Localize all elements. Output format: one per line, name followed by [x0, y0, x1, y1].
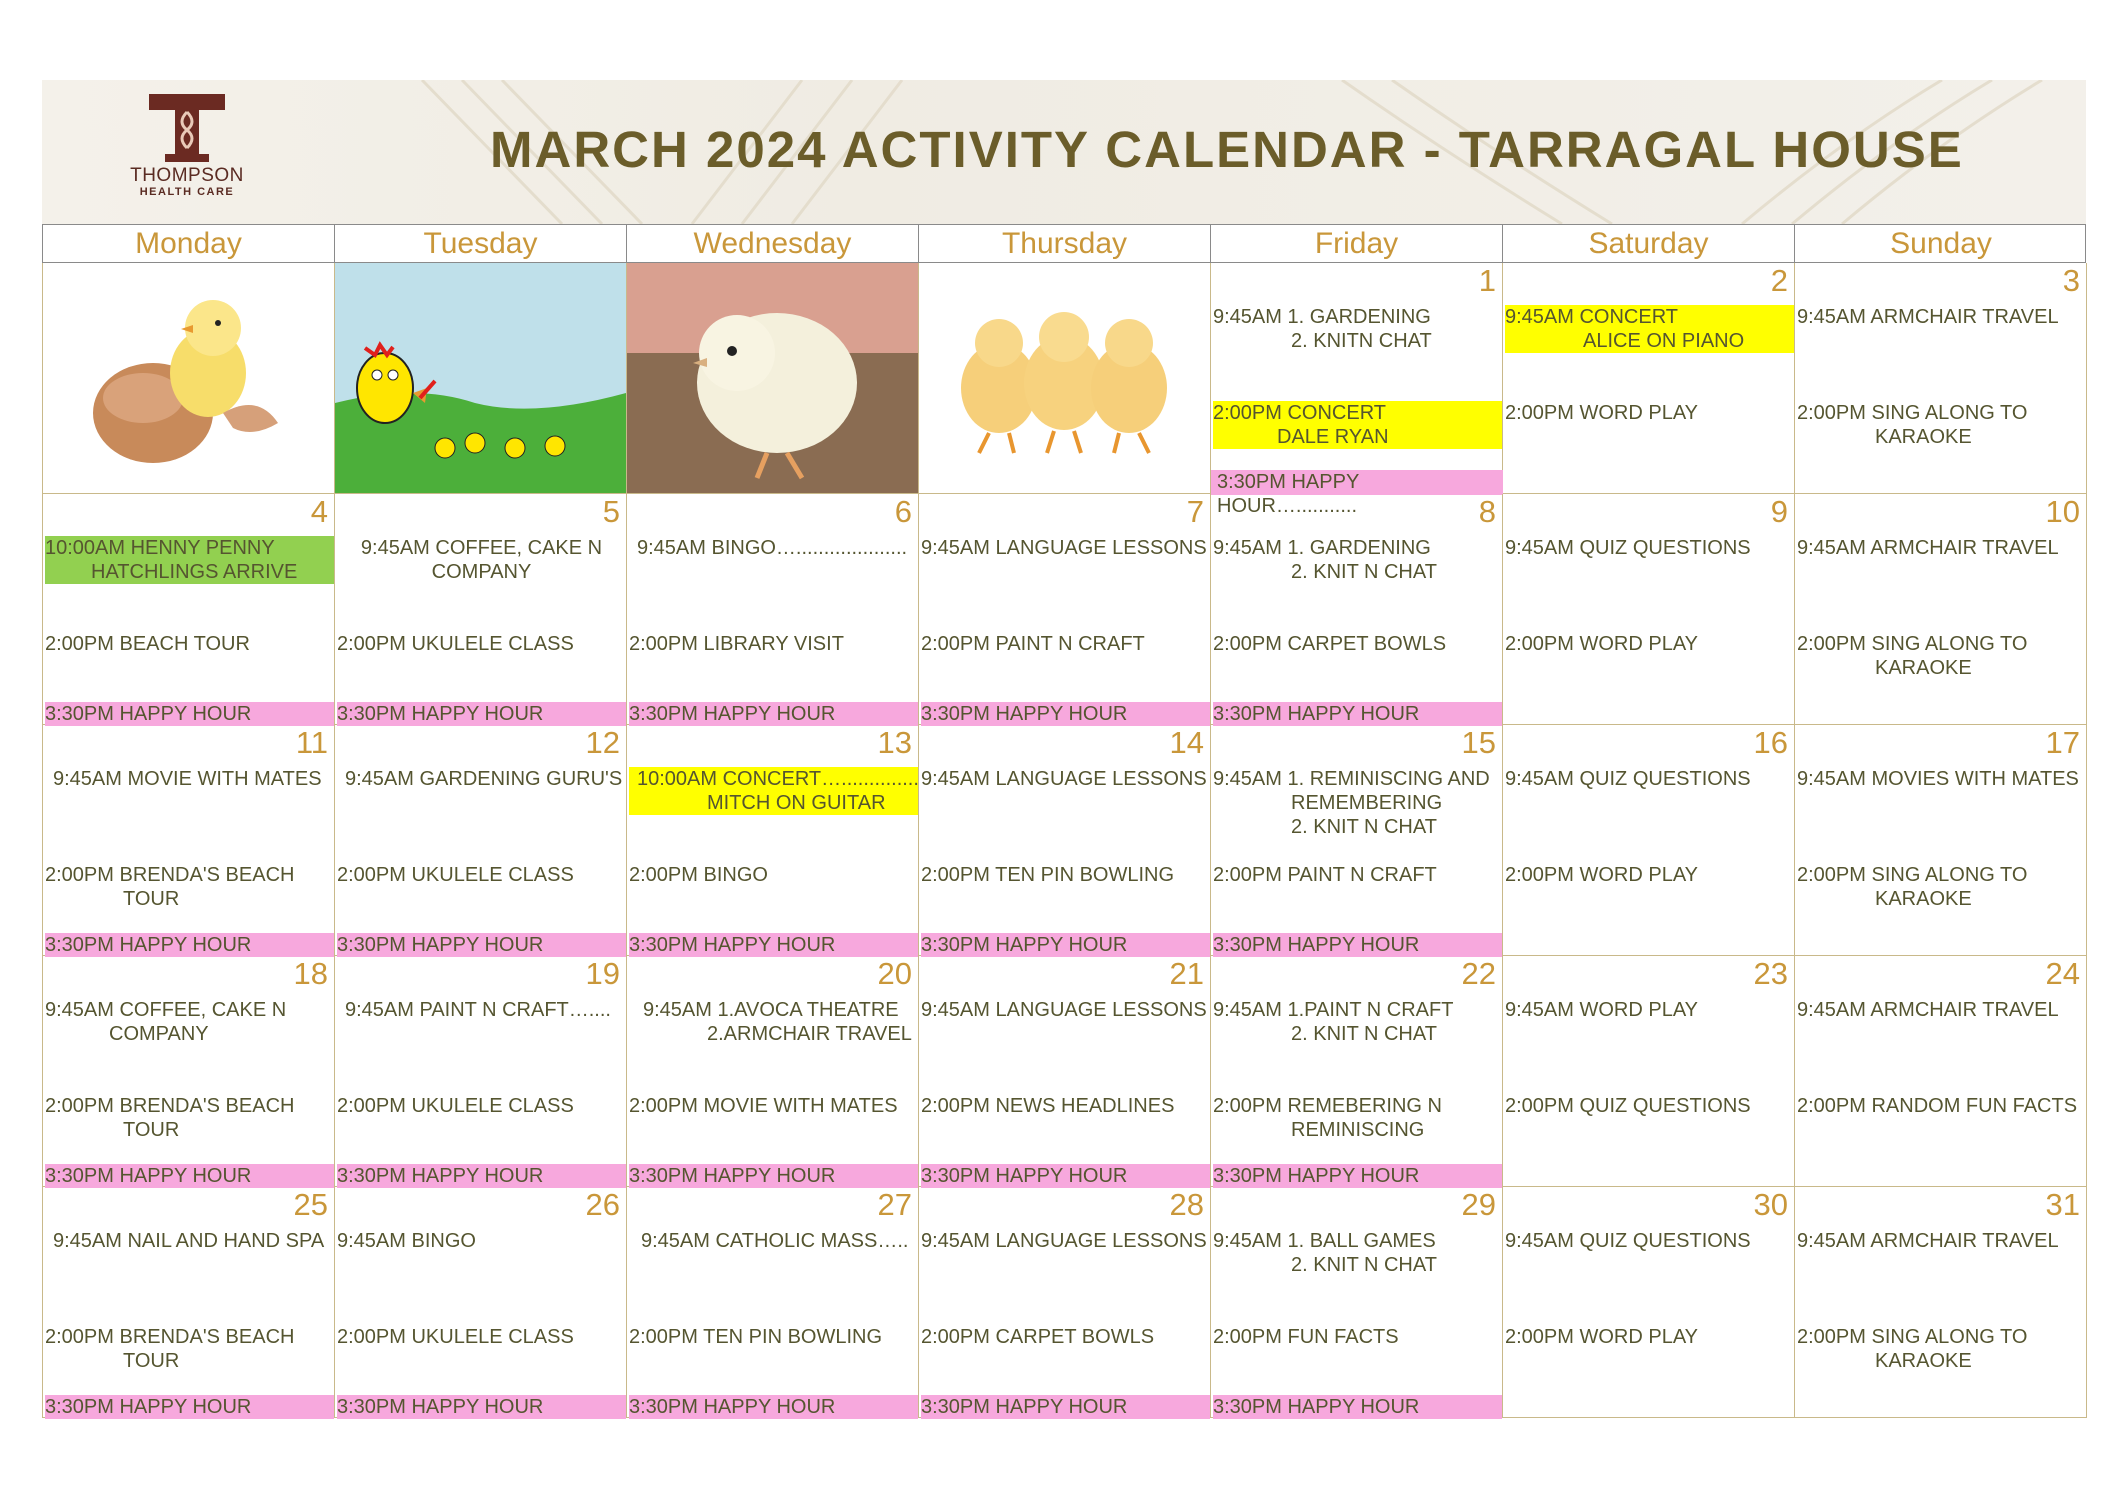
happy-hour: 3:30PM HAPPY HOUR: [1213, 702, 1502, 726]
happy-hour: 3:30PM HAPPY HOUR: [337, 1395, 626, 1419]
afternoon-activity: 2:00PM TEN PIN BOWLING: [629, 1326, 883, 1348]
morning-activity: 9:45AM COFFEE, CAKE N: [45, 999, 287, 1021]
fluffy-chick-image: [627, 263, 919, 494]
day-number: 9: [1770, 494, 1788, 529]
happy-hour: 3:30PM HAPPY HOUR: [45, 933, 334, 957]
day-cell-11: [43, 725, 335, 956]
day-number: 5: [602, 494, 620, 529]
afternoon-activity: 2:00PM WORD PLAY: [1505, 402, 1699, 424]
day-cell-7: [919, 494, 1211, 725]
afternoon-activity-line2: TOUR: [123, 1119, 180, 1141]
afternoon-activity-line2: TOUR: [123, 1350, 180, 1372]
day-cell-8: [1211, 494, 1503, 725]
day-number: 27: [877, 1187, 912, 1222]
afternoon-activity: 2:00PM WORD PLAY: [1505, 864, 1699, 886]
morning-activity: 9:45AM ARMCHAIR TRAVEL: [1797, 1230, 2059, 1252]
happy-hour: 3:30PM HAPPY HOUR: [629, 933, 918, 957]
day-cell-19: [335, 956, 627, 1187]
day-cell-10: [1795, 494, 2087, 725]
happy-hour: 3:30PM HAPPY HOUR: [629, 1164, 918, 1188]
afternoon-activity: 2:00PM UKULELE CLASS: [337, 1326, 574, 1348]
day-number: 28: [1169, 1187, 1204, 1222]
afternoon-activity-line2: KARAOKE: [1875, 426, 1972, 448]
afternoon-activity: 2:00PM SING ALONG TO: [1797, 864, 2028, 886]
afternoon-activity: 2:00PM CARPET BOWLS: [1213, 633, 1447, 655]
happy-hour: 3:30PM HAPPY HOUR: [45, 702, 334, 726]
morning-activity: 9:45AM ARMCHAIR TRAVEL: [1797, 999, 2059, 1021]
afternoon-activity: 2:00PM PAINT N CRAFT: [921, 633, 1145, 655]
day-number: 15: [1461, 725, 1496, 760]
day-number: 16: [1753, 725, 1788, 760]
day-number: 25: [293, 1187, 328, 1222]
day-cell-28: [919, 1187, 1211, 1418]
happy-hour: 3:30PM HAPPY HOUR…...........: [1217, 471, 1359, 517]
morning-activity: 9:45AM MOVIE WITH MATES: [53, 768, 322, 790]
happy-hour: 3:30PM HAPPY HOUR: [1213, 1164, 1502, 1188]
day-cell-16: [1503, 725, 1795, 956]
afternoon-activity: 2:00PM BINGO: [629, 864, 768, 886]
afternoon-activity-line2: KARAOKE: [1875, 888, 1972, 910]
morning-activity: 9:45AM WORD PLAY: [1505, 999, 1699, 1021]
t-caduceus-logo-icon: [147, 92, 227, 164]
day-cell-9: [1503, 494, 1795, 725]
weekday-header-row: [42, 224, 2086, 263]
weekday-friday: Friday: [1211, 225, 1503, 262]
day-cell-4: [43, 494, 335, 725]
happy-hour-bar: [1211, 470, 1503, 517]
afternoon-activity: 2:00PM UKULELE CLASS: [337, 633, 574, 655]
morning-activity: 9:45AM NAIL AND HAND SPA: [53, 1230, 325, 1252]
morning-activity-highlight: [45, 536, 334, 584]
day-number: 19: [585, 956, 620, 991]
afternoon-activity: 2:00PM CONCERT: [1213, 402, 1387, 424]
afternoon-activity: 2:00PM PAINT N CRAFT: [1213, 864, 1437, 886]
morning-activity: 9:45AM 1. GARDENING: [1213, 537, 1431, 559]
day-cell-6: [627, 494, 919, 725]
day-number: 23: [1753, 956, 1788, 991]
weekday-monday: Monday: [43, 225, 335, 262]
morning-activity-highlight: [1505, 305, 1794, 353]
weekday-tuesday: Tuesday: [335, 225, 627, 262]
day-cell-29: [1211, 1187, 1503, 1418]
morning-activity: 9:45AM LANGUAGE LESSONS: [921, 537, 1207, 559]
morning-activity-highlight: [629, 767, 918, 815]
morning-activity-line3: 2. KNIT N CHAT: [1291, 816, 1437, 838]
afternoon-activity: 2:00PM REMEBERING N: [1213, 1095, 1442, 1117]
day-cell-2: [1503, 263, 1795, 494]
day-cell-17: [1795, 725, 2087, 956]
day-number: 22: [1461, 956, 1496, 991]
happy-hour: 3:30PM HAPPY HOUR: [921, 1164, 1210, 1188]
morning-activity-line2: REMEMBERING: [1291, 792, 1443, 814]
morning-activity: 9:45AM QUIZ QUESTIONS: [1505, 1230, 1751, 1252]
day-number: 20: [877, 956, 912, 991]
morning-activity: 9:45AM BINGO…....................: [637, 537, 908, 559]
morning-activity: 10:00AM HENNY PENNY: [45, 537, 275, 559]
day-cell-14: [919, 725, 1211, 956]
day-number: 2: [1770, 263, 1788, 298]
day-cell-21: [919, 956, 1211, 1187]
morning-activity: 9:45AM MOVIES WITH MATES: [1797, 768, 2079, 790]
three-chicks-image: [919, 263, 1211, 494]
happy-hour: 3:30PM HAPPY HOUR: [1213, 1395, 1502, 1419]
day-cell-12: [335, 725, 627, 956]
morning-activity: 9:45AM LANGUAGE LESSONS: [921, 999, 1207, 1021]
weekday-thursday: Thursday: [919, 225, 1211, 262]
day-number: 11: [295, 725, 328, 760]
happy-hour: 3:30PM HAPPY HOUR: [337, 702, 626, 726]
day-number: 26: [585, 1187, 620, 1222]
calendar-page: [42, 80, 2086, 1418]
day-number: 3: [2062, 263, 2080, 298]
morning-activity: 9:45AM 1.AVOCA THEATRE: [643, 999, 899, 1021]
happy-hour: 3:30PM HAPPY HOUR: [921, 1395, 1210, 1419]
day-number: 6: [894, 494, 912, 529]
happy-hour: 3:30PM HAPPY HOUR: [629, 1395, 918, 1419]
morning-activity: 9:45AM CONCERT: [1505, 306, 1679, 328]
calendar-header: [42, 80, 2086, 224]
day-cell-26: [335, 1187, 627, 1418]
happy-hour: 3:30PM HAPPY HOUR: [337, 933, 626, 957]
morning-activity: 9:45AM 1. REMINISCING AND: [1213, 768, 1490, 790]
morning-activity: 10:00AM CONCERT…..............: [637, 768, 919, 790]
afternoon-activity: 2:00PM RANDOM FUN FACTS: [1797, 1095, 2078, 1117]
morning-activity: 9:45AM 1. BALL GAMES: [1213, 1230, 1436, 1252]
day-cell-3: [1795, 263, 2087, 494]
morning-activity: 9:45AM BINGO: [337, 1230, 476, 1252]
afternoon-activity: 2:00PM UKULELE CLASS: [337, 1095, 574, 1117]
day-cell-31: [1795, 1187, 2087, 1418]
afternoon-activity: 2:00PM BRENDA'S BEACH: [45, 1095, 295, 1117]
day-number: 7: [1186, 494, 1204, 529]
afternoon-activity: 2:00PM BRENDA'S BEACH: [45, 1326, 295, 1348]
weekday-saturday: Saturday: [1503, 225, 1795, 262]
day-cell-1: [1211, 263, 1503, 517]
happy-hour: 3:30PM HAPPY HOUR: [921, 933, 1210, 957]
day-cell-15: [1211, 725, 1503, 956]
cartoon-chicks-image: [335, 263, 627, 494]
day-cell-24: [1795, 956, 2087, 1187]
afternoon-activity: 2:00PM WORD PLAY: [1505, 633, 1699, 655]
day-cell-13: [627, 725, 919, 956]
morning-activity: 9:45AM ARMCHAIR TRAVEL: [1797, 306, 2059, 328]
morning-activity-line2: 2. KNIT N CHAT: [1291, 561, 1437, 583]
happy-hour: 3:30PM HAPPY HOUR: [337, 1164, 626, 1188]
page-title: MARCH 2024 ACTIVITY CALENDAR - TARRAGAL HOUSE: [490, 121, 1964, 178]
thompson-logo: [112, 92, 262, 212]
day-number: 4: [310, 494, 328, 529]
happy-hour: 3:30PM HAPPY HOUR: [629, 702, 918, 726]
morning-activity: 9:45AM ARMCHAIR TRAVEL: [1797, 537, 2059, 559]
morning-activity-line2: ALICE ON PIANO: [1583, 330, 1745, 352]
happy-hour: 3:30PM HAPPY HOUR: [45, 1164, 334, 1188]
day-number: 29: [1461, 1187, 1496, 1222]
afternoon-activity-line2: DALE RYAN: [1277, 426, 1389, 448]
weekday-wednesday: Wednesday: [627, 225, 919, 262]
calendar-grid: [42, 263, 2086, 1418]
morning-activity: 9:45AM LANGUAGE LESSONS: [921, 768, 1207, 790]
afternoon-activity: 2:00PM SING ALONG TO: [1797, 633, 2028, 655]
afternoon-activity-line2: KARAOKE: [1875, 1350, 1972, 1372]
morning-activity-line2: 2. KNIT N CHAT: [1291, 1023, 1437, 1045]
morning-activity: 9:45AM 1. GARDENING: [1213, 306, 1431, 328]
day-number: 12: [585, 725, 620, 760]
day-number: 8: [1478, 494, 1496, 529]
morning-activity-line2: 2. KNIT N CHAT: [1291, 1254, 1437, 1276]
afternoon-activity-line2: KARAOKE: [1875, 657, 1972, 679]
afternoon-activity-highlight: [1213, 401, 1502, 449]
weekday-sunday: Sunday: [1890, 227, 1992, 260]
afternoon-activity: 2:00PM BEACH TOUR: [45, 633, 250, 655]
morning-activity: 9:45AM 1.PAINT N CRAFT: [1213, 999, 1454, 1021]
afternoon-activity: 2:00PM NEWS HEADLINES: [921, 1095, 1175, 1117]
morning-activity: 9:45AM PAINT N CRAFT…....: [345, 999, 611, 1021]
day-number: 30: [1753, 1187, 1788, 1222]
afternoon-activity-line2: REMINISCING: [1291, 1119, 1425, 1141]
morning-activity-line2: MITCH ON GUITAR: [707, 792, 886, 814]
afternoon-activity-line2: TOUR: [123, 888, 180, 910]
logo-text-line1: THOMPSON: [130, 165, 244, 186]
afternoon-activity: 2:00PM CARPET BOWLS: [921, 1326, 1155, 1348]
day-number: 31: [2045, 1187, 2080, 1222]
morning-activity-line2: COMPANY: [109, 1023, 209, 1045]
day-cell-18: [43, 956, 335, 1187]
day-cell-5: [335, 494, 627, 725]
day-cell-25: [43, 1187, 335, 1418]
happy-hour: 3:30PM HAPPY HOUR: [1213, 933, 1502, 957]
morning-activity-line2: COMPANY: [431, 561, 532, 583]
day-number: 18: [293, 956, 328, 991]
day-cell-30: [1503, 1187, 1795, 1418]
day-number: 1: [1478, 263, 1496, 298]
afternoon-activity: 2:00PM FUN FACTS: [1213, 1326, 1399, 1348]
happy-hour: 3:30PM HAPPY HOUR: [921, 702, 1210, 726]
day-cell-23: [1503, 956, 1795, 1187]
afternoon-activity: 2:00PM SING ALONG TO: [1797, 1326, 2028, 1348]
day-cell-27: [627, 1187, 919, 1418]
day-cell-20: [627, 956, 919, 1187]
morning-activity: 9:45AM LANGUAGE LESSONS: [921, 1230, 1207, 1252]
day-number: 21: [1169, 956, 1204, 991]
morning-activity: 9:45AM COFFEE, CAKE N: [360, 537, 603, 559]
morning-activity-line2: 2. KNITN CHAT: [1291, 330, 1432, 352]
morning-activity: 9:45AM GARDENING GURU'S: [345, 768, 623, 790]
day-number: 13: [877, 725, 912, 760]
afternoon-activity: 2:00PM LIBRARY VISIT: [629, 633, 844, 655]
day-number: 24: [2045, 956, 2080, 991]
logo-text-line2: HEALTH CARE: [139, 186, 235, 198]
afternoon-activity: 2:00PM MOVIE WITH MATES: [629, 1095, 898, 1117]
morning-activity: 9:45AM QUIZ QUESTIONS: [1505, 768, 1751, 790]
afternoon-activity: 2:00PM WORD PLAY: [1505, 1326, 1699, 1348]
day-number: 14: [1169, 725, 1204, 760]
day-number: 17: [2045, 725, 2080, 760]
day-number: 10: [2045, 494, 2080, 529]
afternoon-activity: 2:00PM BRENDA'S BEACH: [45, 864, 295, 886]
morning-activity-line2: 2.ARMCHAIR TRAVEL: [707, 1023, 912, 1045]
afternoon-activity: 2:00PM SING ALONG TO: [1797, 402, 2028, 424]
morning-activity: 9:45AM CATHOLIC MASS…..: [641, 1230, 909, 1252]
afternoon-activity: 2:00PM QUIZ QUESTIONS: [1505, 1095, 1751, 1117]
chick-in-egg-image: [43, 263, 335, 494]
afternoon-activity: 2:00PM TEN PIN BOWLING: [921, 864, 1175, 886]
day-cell-22: [1211, 956, 1503, 1187]
afternoon-activity: 2:00PM UKULELE CLASS: [337, 864, 574, 886]
morning-activity-line2: HATCHLINGS ARRIVE: [91, 561, 298, 583]
happy-hour: 3:30PM HAPPY HOUR: [45, 1395, 334, 1419]
morning-activity: 9:45AM QUIZ QUESTIONS: [1505, 537, 1751, 559]
